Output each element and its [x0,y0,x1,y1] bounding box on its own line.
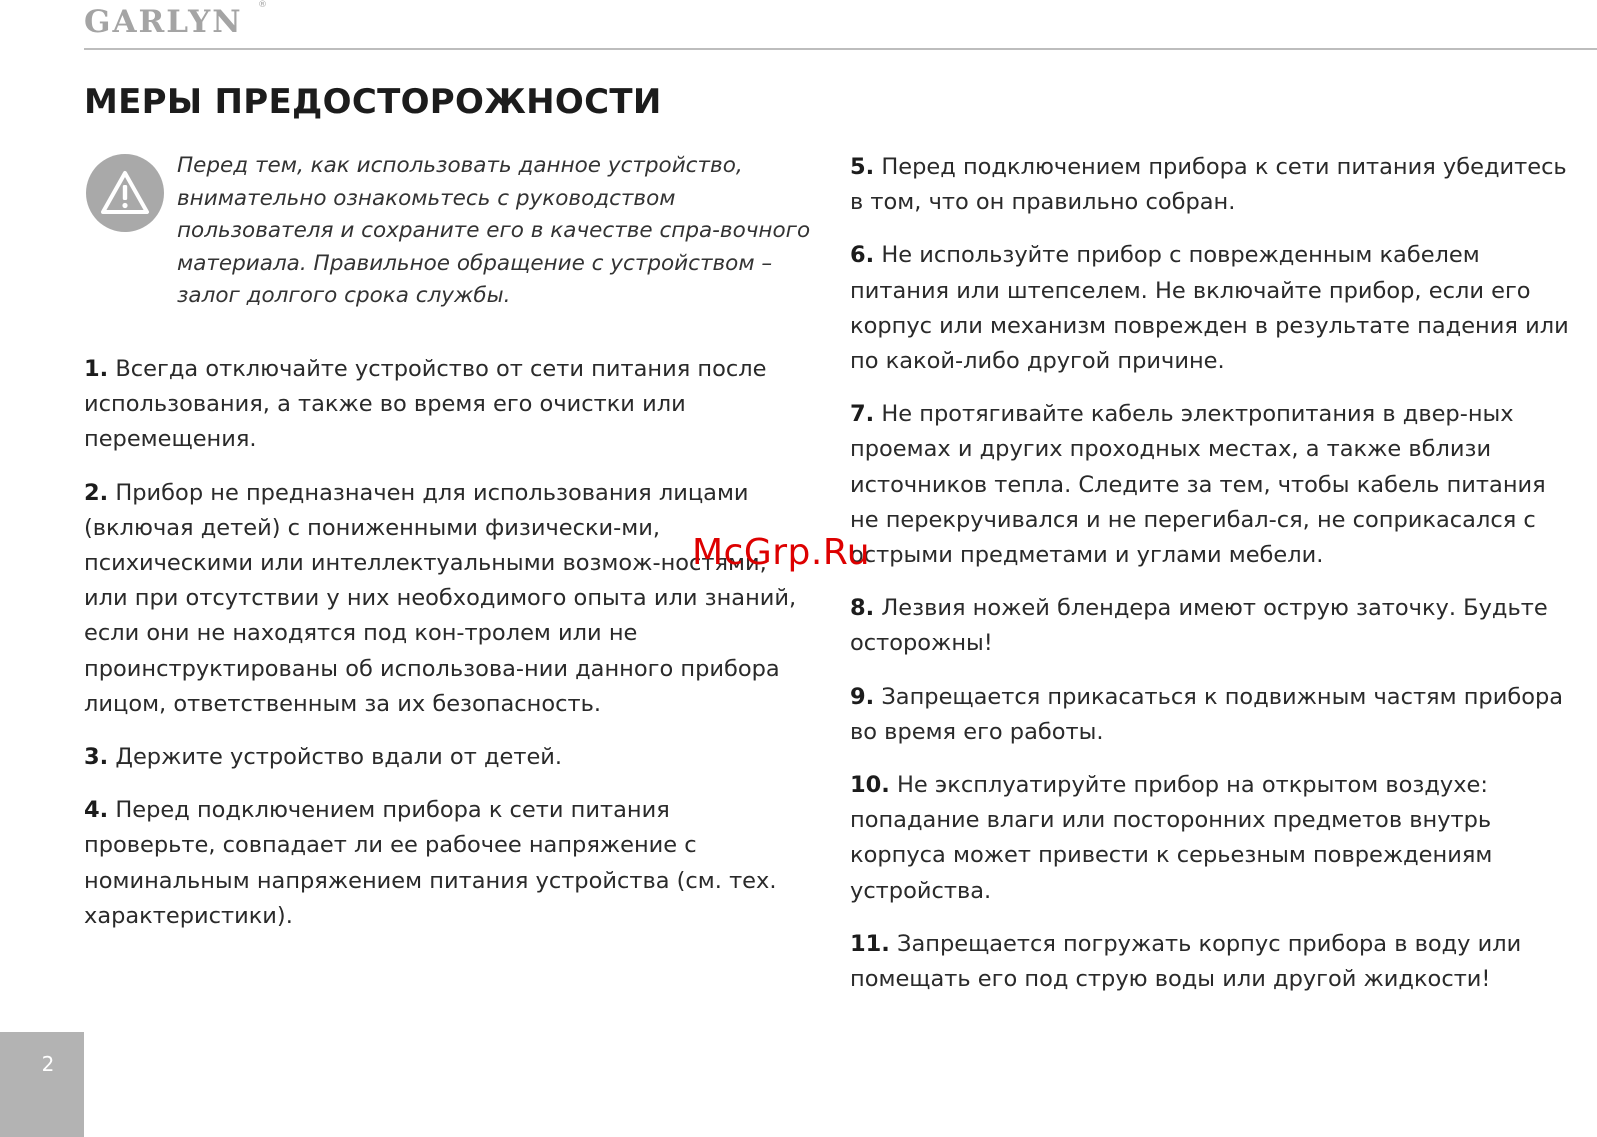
registered-mark: ® [258,0,267,10]
item-number: 11. [850,930,890,957]
item-number: 2. [84,479,109,506]
item-text: Лезвия ножей блендера имеют острую заточку. Будьте осторожны! [850,595,1548,657]
list-item [84,793,802,934]
item-text: Держите устройство вдали от детей. [115,744,563,771]
page-title: МЕРЫ ПРЕДОСТОРОЖНОСТИ [84,82,662,122]
item-text: Запрещается погружать корпус прибора в воду или помещать его под струю воды или другой жидкости! [850,930,1522,993]
item-text: Всегда отключайте устройство от сети питания после использования, а также во время его очистки или перемещения. [84,356,767,453]
intro-note: Перед тем, как использовать данное устройство, внимательно ознакомьтесь с руководством пользователя и сохраните его в качестве спра-вочного материала. Правильное обращение с устройством – залог долгого срока службы. [177,153,811,308]
list-item [850,397,1570,573]
list-item [84,476,802,722]
item-text: Прибор не предназначен для использования лицами (включая детей) с пониженными физически-ми, психическими или интеллектуальными возмож-ностями, или при отсутствии у них необходимого опыта или знаний, если они не находятся под кон-тролем или не проинструктированы об использова-нии данного прибора лицом, ответственным за их безопасность. [84,479,797,717]
list-item [850,238,1570,379]
item-text: Перед подключением прибора к сети питания убедитесь в том, что он правильно собран. [850,154,1567,216]
watermark: McGrp.Ru [692,532,871,573]
item-text: Запрещается прикасаться к подвижным частям прибора во время его работы. [850,683,1564,745]
item-number: 4. [84,797,109,824]
item-text: Перед подключением прибора к сети питания проверьте, совпадает ли ее рабочее напряжение с номинальным напряжением питания устройства (см. тех. характеристики). [84,797,777,929]
list-item [84,740,802,775]
item-number: 9. [850,683,875,710]
item-text: Не протягивайте кабель электропитания в двер-ных проемах и других проходных местах, а также вблизи источников тепла. Следите за тем, чтобы кабель питания не перекручивался и не перегибал-ся, не соприкасался с острыми предметами и углами мебели. [850,401,1546,569]
list-item [850,927,1570,997]
item-number: 3. [84,744,109,771]
left-column [84,352,802,952]
item-text: Не эксплуатируйте прибор на открытом воздухе: попадание влаги или посторонних предметов внутрь корпуса может привести к серьезным повреждениям устройства. [850,772,1493,904]
item-number: 10. [850,772,890,799]
item-number: 6. [850,242,875,269]
item-number: 1. [84,356,109,382]
item-number: 5. [850,154,875,180]
list-item [850,150,1570,220]
list-item [850,591,1570,661]
page-number: 2 [41,1052,55,1076]
item-number: 7. [850,401,875,428]
warning-icon [86,154,164,232]
list-item [850,768,1570,909]
header-divider [84,48,1597,50]
list-item [850,680,1570,750]
list-item [84,352,802,458]
page-number-box [0,1032,84,1137]
right-column [850,150,1570,1015]
item-number: 8. [850,595,875,622]
brand-logo: GARLYN [84,4,243,40]
item-text: Не используйте прибор с поврежденным кабелем питания или штепселем. Не включайте прибор, если его корпус или механизм поврежден в результате падения или по какой-либо другой причине. [850,242,1569,375]
